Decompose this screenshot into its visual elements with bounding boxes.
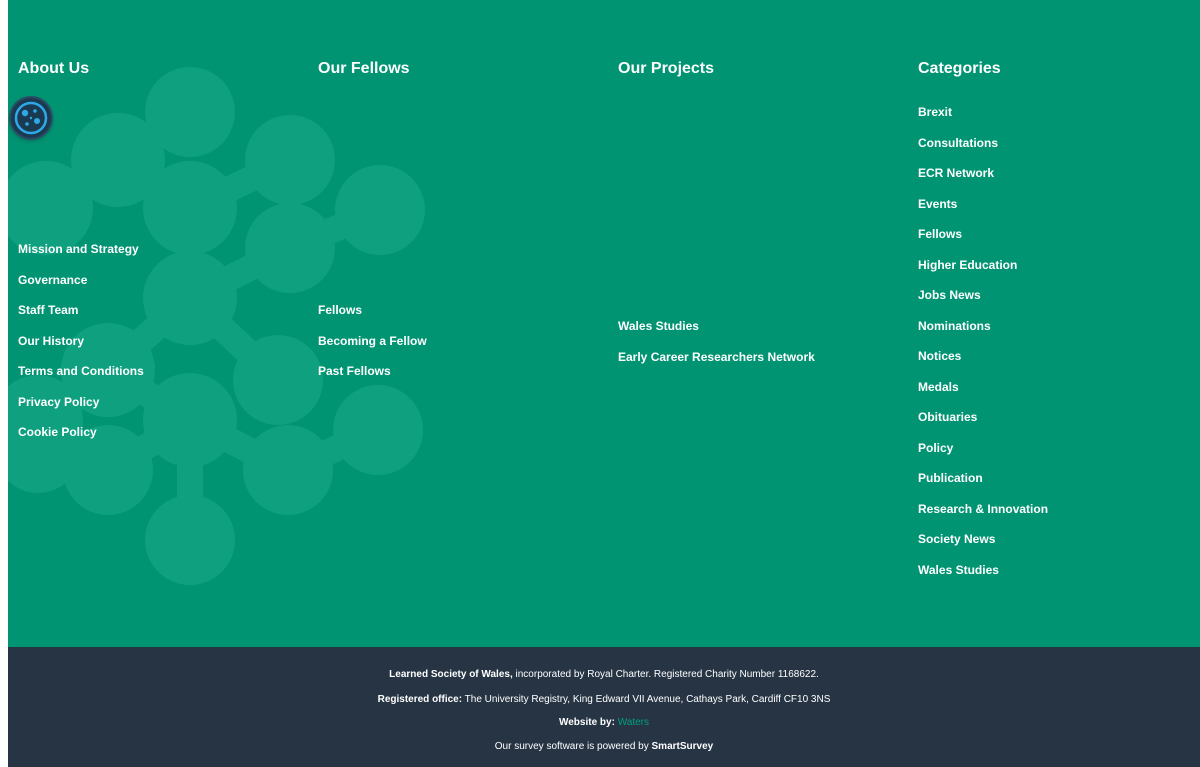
list-item: [318, 302, 427, 333]
website-label: Website by:: [558, 717, 615, 728]
registered-office: [8, 693, 1200, 707]
category-society-news-link[interactable]: Society News: [918, 532, 996, 546]
category-higher-education-link[interactable]: Higher Education: [918, 257, 1018, 272]
list-item: [918, 257, 1048, 288]
list-item: [18, 424, 144, 455]
list-item: [918, 379, 1048, 410]
category-publication-link[interactable]: Publication: [918, 471, 983, 485]
list-item: [918, 226, 1048, 257]
list-item: [18, 363, 144, 394]
fellows-link[interactable]: Fellows: [318, 303, 363, 317]
categories-heading: Categories: [918, 60, 1001, 77]
list-item: [918, 409, 1048, 440]
category-fellows-link[interactable]: Fellows: [918, 227, 963, 241]
list-item: [918, 440, 1048, 471]
site-footer: [8, 0, 1200, 647]
terms-and-conditions-link[interactable]: Terms and Conditions: [18, 364, 144, 378]
list-item: [918, 135, 1048, 166]
list-item: [918, 104, 1048, 135]
list-item: [18, 272, 144, 303]
website-credit: [8, 716, 1200, 730]
categories-links: [918, 104, 1048, 592]
becoming-a-fellow-link[interactable]: Becoming a Fellow: [318, 333, 427, 348]
charity-text: incorporated by Royal Charter. Registered Charity Number 1168622.: [512, 669, 819, 680]
governance-link[interactable]: Governance: [18, 272, 88, 287]
list-item: [18, 394, 144, 425]
list-item: [18, 302, 144, 333]
about-heading: About Us: [18, 60, 90, 77]
about-links: [18, 241, 144, 455]
org-name: Learned Society of Wales,: [389, 669, 513, 680]
category-notices-link[interactable]: Notices: [918, 349, 962, 363]
fellows-heading: Our Fellows: [318, 60, 410, 77]
category-consultations-link[interactable]: Consultations: [918, 135, 998, 150]
list-item: [918, 348, 1048, 379]
category-events-link[interactable]: Events: [918, 196, 958, 211]
list-item: [918, 501, 1048, 532]
cookie-settings-button[interactable]: [11, 98, 51, 138]
fellows-links: [318, 302, 427, 394]
list-item: [918, 470, 1048, 501]
category-wales-studies-link[interactable]: Wales Studies: [918, 562, 999, 577]
category-research-innovation-link[interactable]: Research & Innovation: [918, 501, 1049, 516]
projects-links: [618, 318, 815, 379]
cookie-icon: [11, 98, 51, 138]
list-item: [918, 318, 1048, 349]
past-fellows-link[interactable]: Past Fellows: [318, 364, 391, 378]
category-obituaries-link[interactable]: Obituaries: [918, 410, 978, 424]
category-medals-link[interactable]: Medals: [918, 379, 959, 394]
list-item: [918, 165, 1048, 196]
projects-heading: Our Projects: [618, 60, 715, 77]
privacy-policy-link[interactable]: Privacy Policy: [18, 394, 100, 409]
office-label: Registered office:: [377, 694, 463, 705]
list-item: [318, 363, 427, 394]
charity-statement: [8, 668, 1200, 682]
category-jobs-news-link[interactable]: Jobs News: [918, 288, 981, 302]
list-item: [918, 531, 1048, 562]
ecr-network-project-link[interactable]: Early Career Researchers Network: [618, 349, 815, 364]
category-ecr-network-link[interactable]: ECR Network: [918, 166, 995, 180]
list-item: [918, 196, 1048, 227]
wales-studies-project-link[interactable]: Wales Studies: [618, 319, 699, 333]
category-brexit-link[interactable]: Brexit: [918, 105, 953, 119]
staff-team-link[interactable]: Staff Team: [18, 303, 79, 317]
office-address: The University Registry, King Edward VII Avenue, Cathays Park, Cardiff CF10 3NS: [462, 694, 831, 705]
list-item: [18, 241, 144, 272]
list-item: [618, 318, 815, 349]
list-item: [618, 349, 815, 380]
mission-and-strategy-link[interactable]: Mission and Strategy: [18, 242, 139, 256]
waters-link[interactable]: Waters: [617, 717, 650, 728]
smartsurvey-link[interactable]: SmartSurvey: [651, 741, 714, 752]
cookie-policy-link[interactable]: Cookie Policy: [18, 425, 97, 439]
our-history-link[interactable]: Our History: [18, 333, 85, 348]
category-policy-link[interactable]: Policy: [918, 440, 954, 455]
category-nominations-link[interactable]: Nominations: [918, 318, 991, 333]
list-item: [318, 333, 427, 364]
list-item: [918, 562, 1048, 593]
list-item: [18, 333, 144, 364]
legal-bar: [8, 647, 1200, 767]
survey-text: Our survey software is powered by: [494, 741, 652, 752]
list-item: [918, 287, 1048, 318]
survey-credit: [8, 740, 1200, 754]
